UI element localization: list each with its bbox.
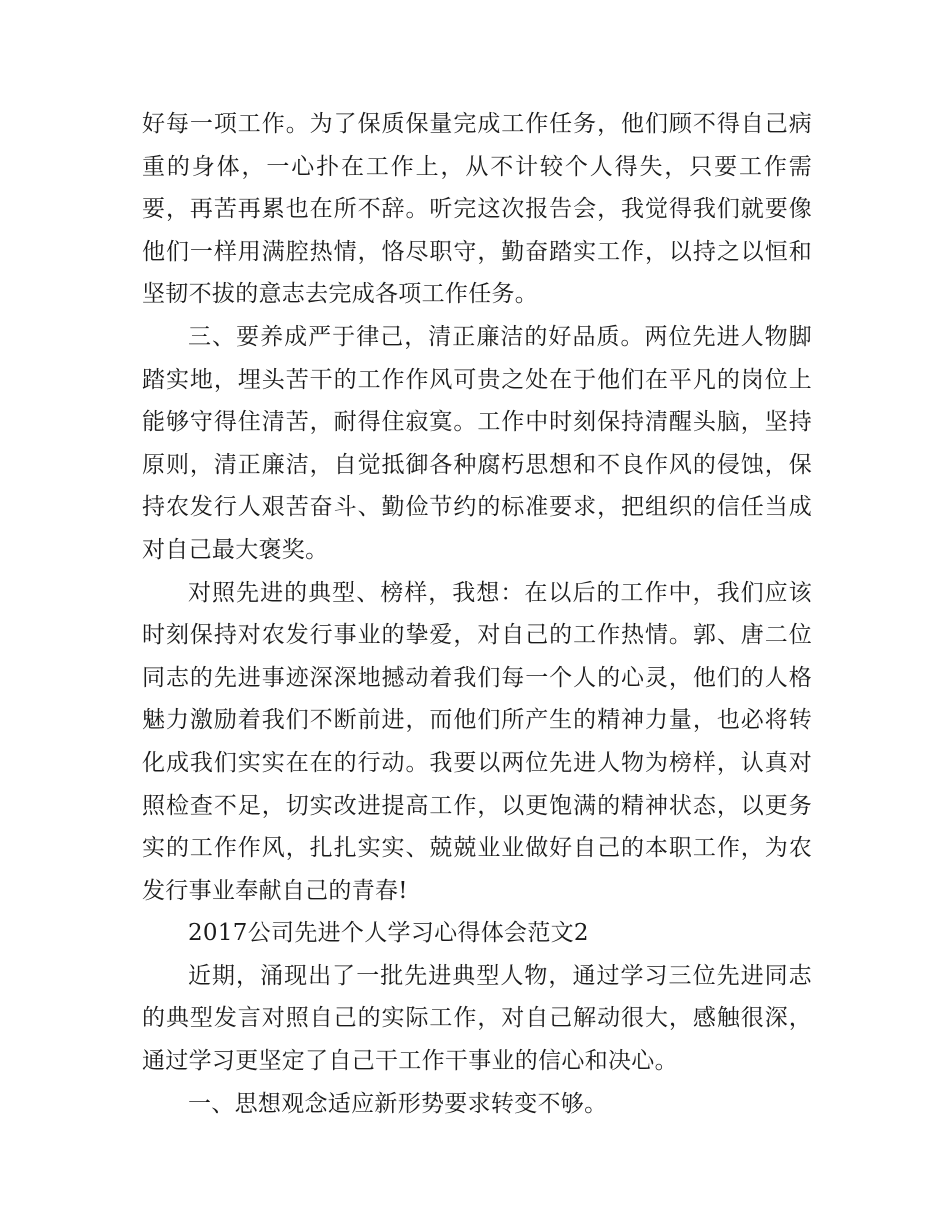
- paragraph-continued: 好每一项工作。为了保质保量完成工作任务，他们顾不得自己病重的身体，一心扑在工作上，从不计较个人得失，只要工作需要，再苦再累也在所不辞。听完这次报告会，我觉得我们就要像他们一样用满腔热情，恪尽职守，勤奋踏实工作，以持之以恒和坚韧不拔的意志去完成各项工作任务。: [142, 111, 812, 308]
- paragraph-point-three: 三、要养成严于律己，清正廉洁的好品质。两位先进人物脚踏实地，埋头苦干的工作作风可贵之处在于他们在平凡的岗位上能够守得住清苦，耐得住寂寞。工作中时刻保持清醒头脑，坚持原则，清正廉洁，自觉抵御各种腐朽思想和不良作风的侵蚀，保持农发行人艰苦奋斗、勤俭节约的标准要求，把组织的信任当成对自己最大褒奖。: [142, 323, 812, 563]
- document-page: [142, 103, 812, 1125]
- paragraph-intro: 近期，涌现出了一批先进典型人物，通过学习三位先进同志的典型发言对照自己的实际工作，对自己解动很大，感触很深，通过学习更坚定了自己干工作干事业的信心和决心。: [142, 962, 812, 1075]
- paragraph-point-one: 一、思想观念适应新形势要求转变不够。: [188, 1090, 608, 1117]
- section-heading: 2017公司先进个人学习心得体会范文2: [188, 920, 589, 947]
- paragraph-reflection: 对照先进的典型、榜样，我想：在以后的工作中，我们应该时刻保持对农发行事业的挚爱，对自己的工作热情。郭、唐二位同志的先进事迹深深地撼动着我们每一个人的心灵，他们的人格魅力激励着我们不断前进，而他们所产生的精神力量，也必将转化成我们实实在在的行动。我要以两位先进人物为榜样，认真对照检查不足，切实改进提高工作，以更饱满的精神状态，以更务实的工作作风，扎扎实实、兢兢业业做好自己的本职工作，为农发行事业奉献自己的青春!: [142, 579, 812, 904]
